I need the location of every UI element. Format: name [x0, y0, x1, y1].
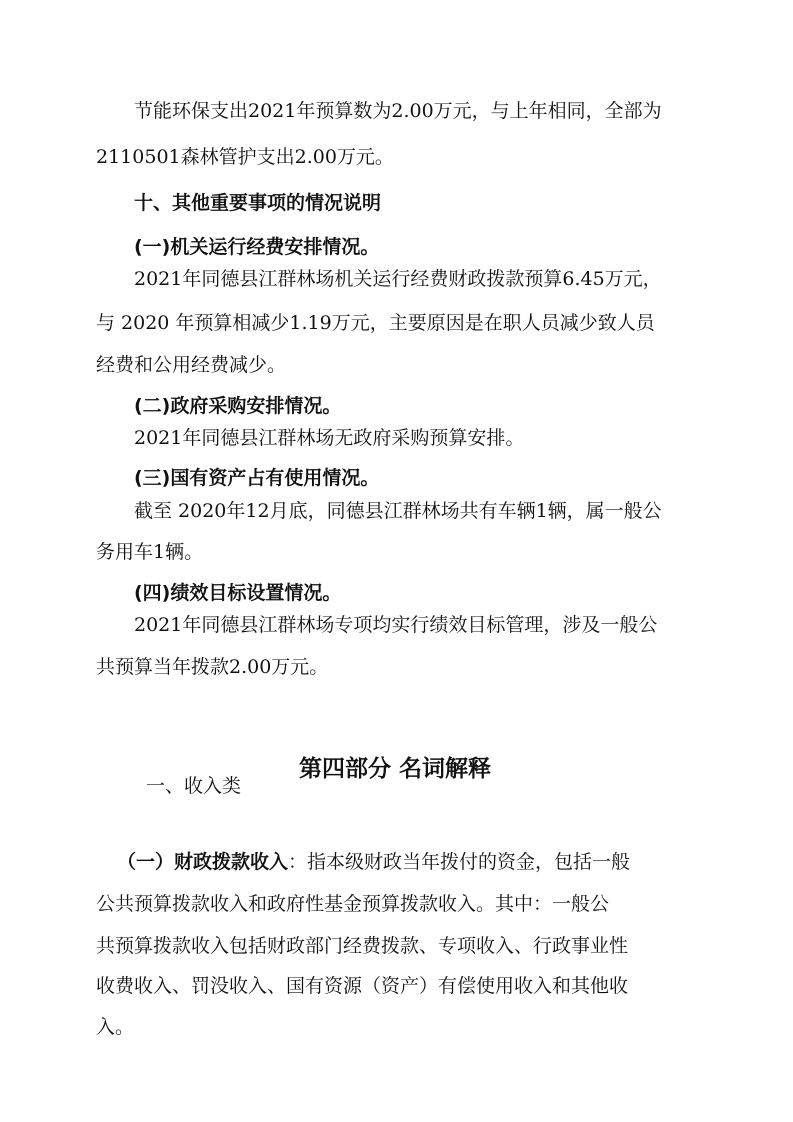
sub1-line-1: 2021年同德县江群林场机关运行经费财政拨款预算6.45万元，: [134, 268, 662, 290]
sub2-line-1: 2021年同德县江群林场无政府采购预算安排。: [134, 427, 525, 449]
section-ten-heading: 十、其他重要事项的情况说明: [134, 192, 382, 214]
category-income-heading: 一、收入类: [146, 775, 242, 797]
sub2-heading: (二)政府采购安排情况。: [134, 395, 342, 417]
sub1-line-2: 与 2020 年预算相减少1.19万元，主要原因是在职人员减少致人员: [96, 312, 655, 334]
item1-line-3: 共预算拨款收入包括财政部门经费拨款、专项收入、行政事业性: [96, 935, 629, 957]
sub1-line-3: 经费和公用经费减少。: [96, 354, 287, 376]
sub4-line-2: 共预算当年拨款2.00万元。: [96, 656, 329, 678]
item1-line-4: 收费收入、罚没收入、国有资源（资产）有偿使用收入和其他收: [96, 975, 629, 997]
item1-line-1: [117, 848, 630, 876]
sub4-heading: (四)绩效目标设置情况。: [134, 582, 342, 604]
sub3-heading: (三)国有资产占有使用情况。: [134, 467, 380, 489]
energy-para-line-1: 节能环保支出2021年预算数为2.00万元，与上年相同，全部为: [134, 100, 662, 122]
sub3-line-2: 务用车1辆。: [96, 541, 204, 563]
sub3-line-1: 截至 2020年12月底，同德县江群林场共有车辆1辆，属一般公: [134, 500, 662, 522]
part-four-title: 第四部分 名词解释: [299, 756, 492, 782]
item1-line-2: 公共预算拨款收入和政府性基金预算拨款收入。其中：一般公: [96, 893, 610, 915]
sub1-heading: (一)机关运行经费安排情况。: [134, 236, 380, 258]
energy-para-line-2: 2110501森林管护支出2.00万元。: [96, 146, 394, 168]
item1-term: （一）财政拨款收入: [117, 851, 289, 873]
item1-line-5: 入。: [96, 1016, 135, 1038]
item1-line-1-rest: ：指本级财政当年拨付的资金，包括一般: [288, 851, 631, 873]
sub4-line-1: 2021年同德县江群林场专项均实行绩效目标管理，涉及一般公: [134, 614, 658, 636]
